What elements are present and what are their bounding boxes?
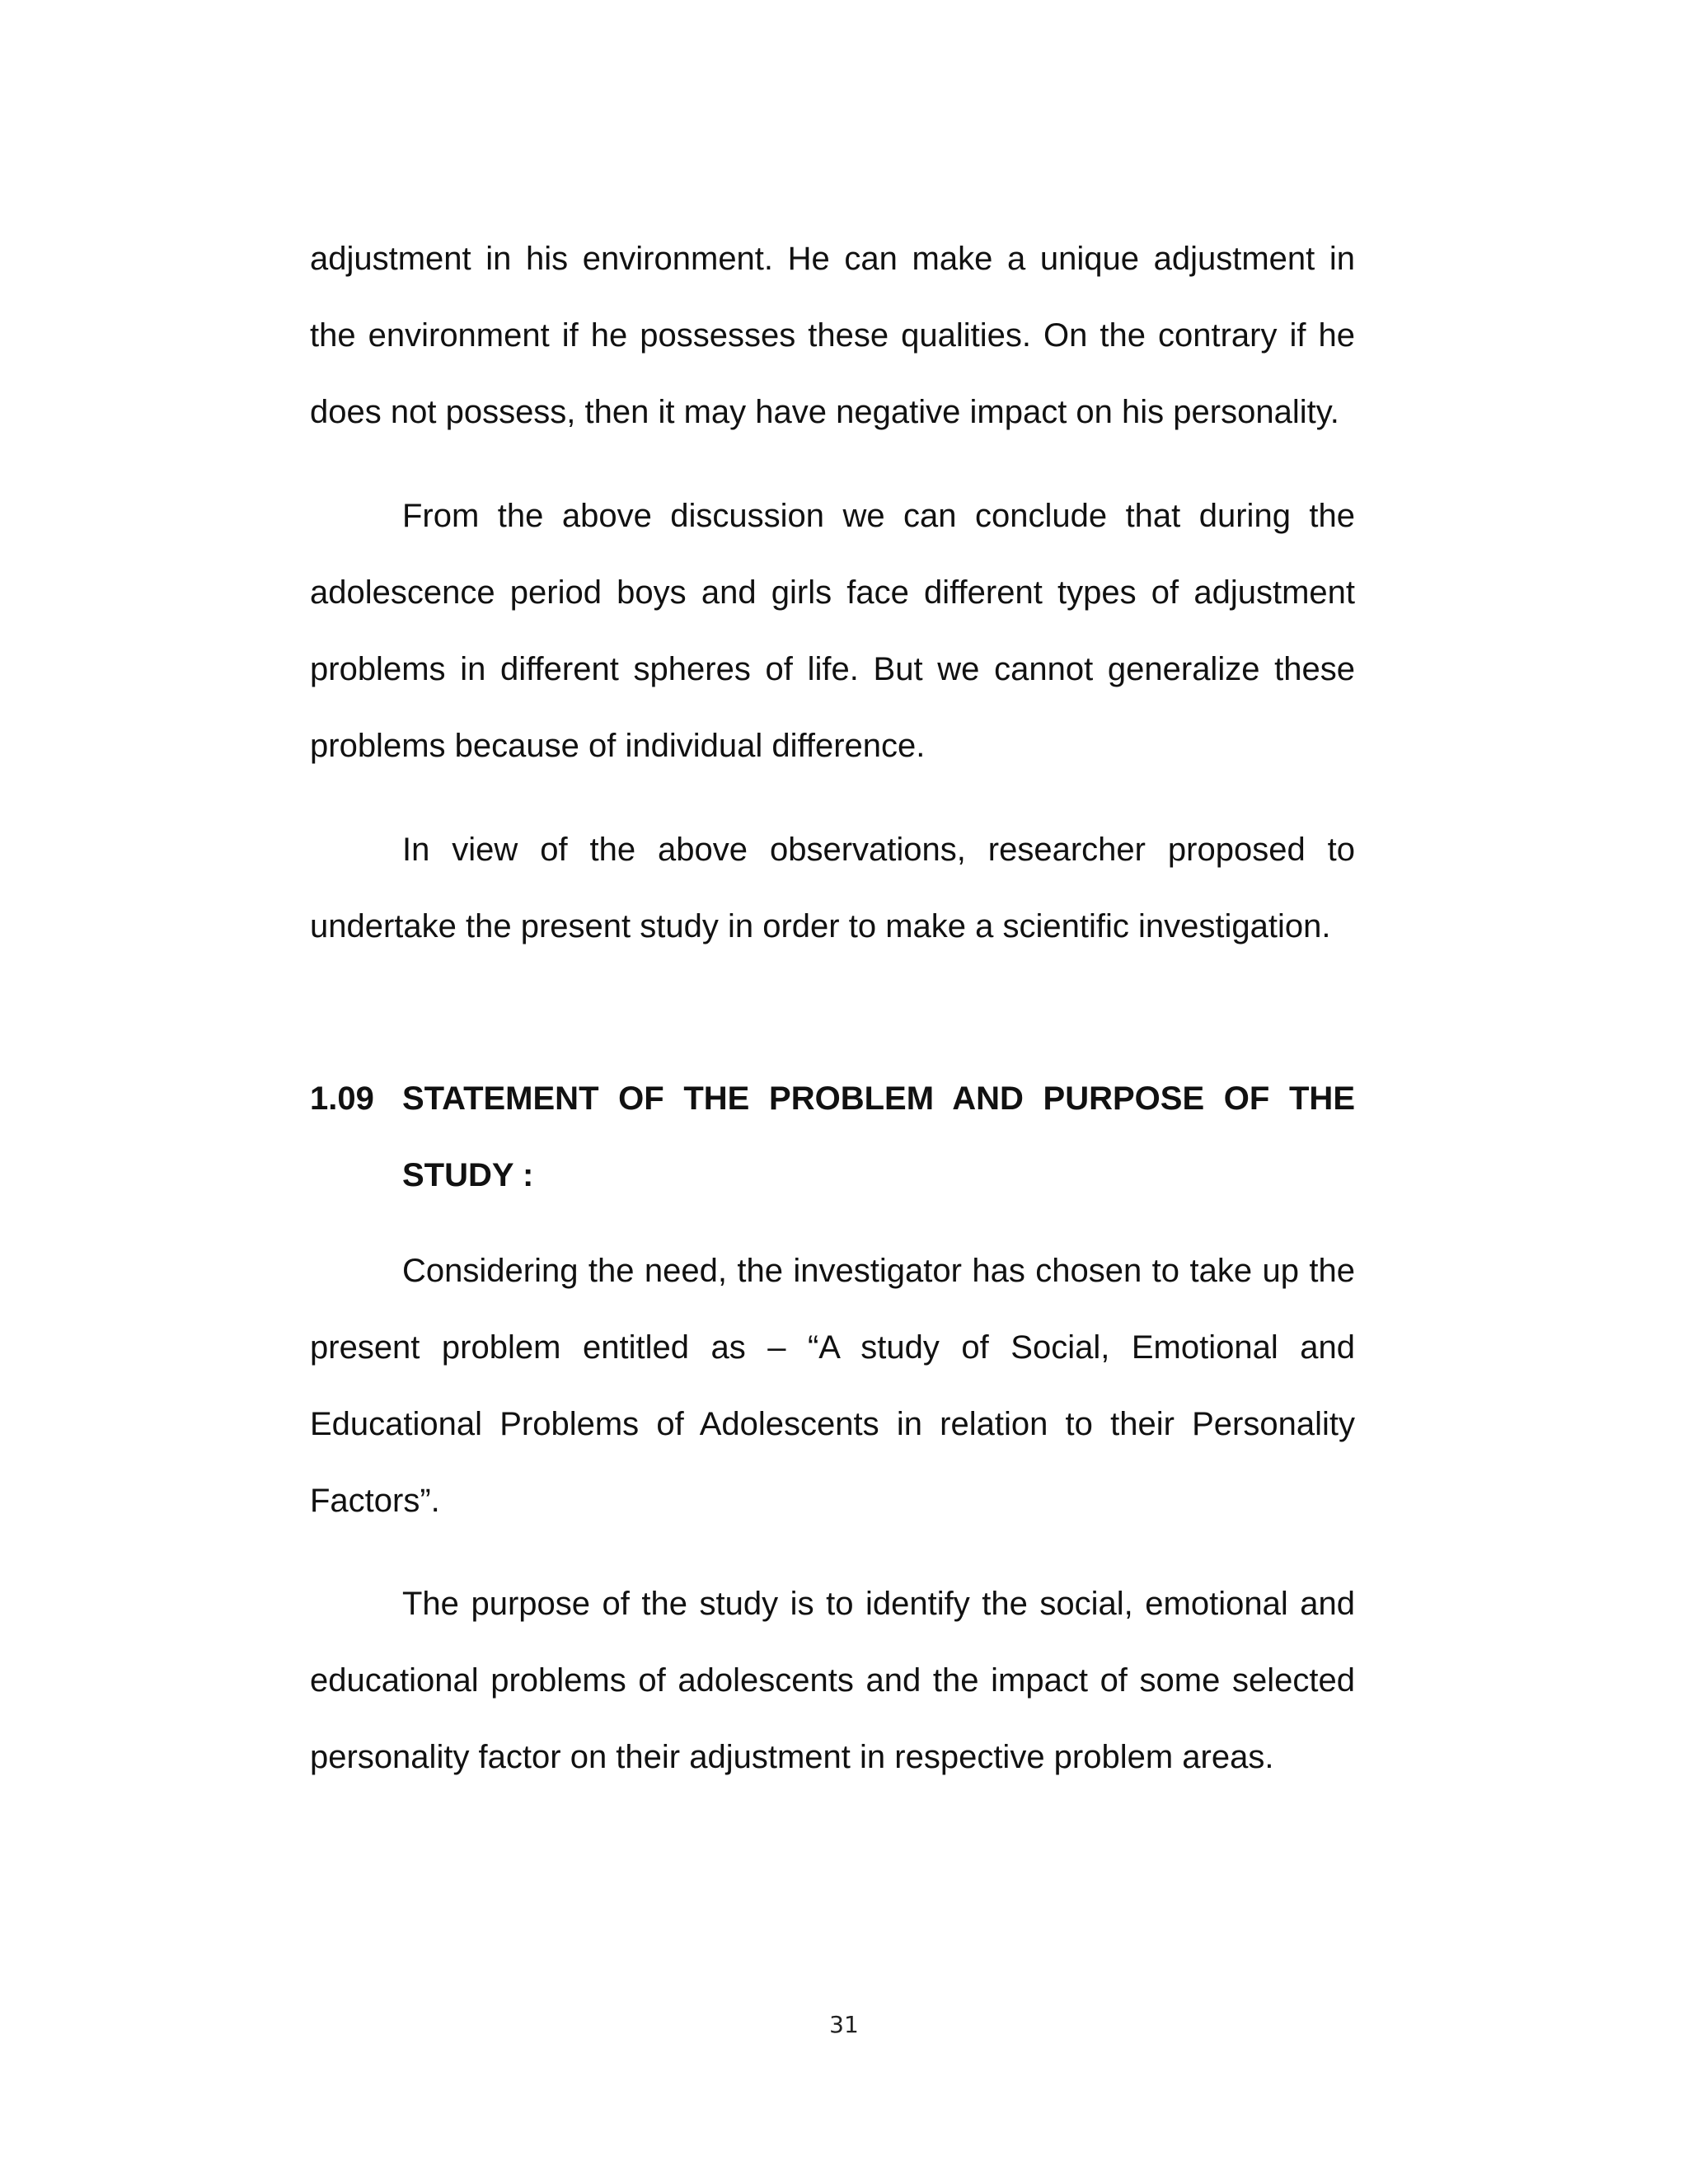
paragraph-adjustment-environment: adjustment in his environment. He can make a unique adjustment in the environment if he possesses these qualities. On the contrary if he does not possess, then it may have negative impact on his personality.	[310, 241, 1355, 430]
paragraph-problem-statement: Considering the need, the investigator has chosen to take up the present problem entitled as – “A study of Social, Emotional and Educational Problems of Adolescents in relation to their Personality Factors”.	[310, 1253, 1355, 1519]
section-title	[402, 1061, 1355, 1214]
paragraph-discussion-conclusion: From the above discussion we can conclude that during the adolescence period boys and girls face different types of adjustment problems in different spheres of life. But we cannot generalize these problems because of individual difference.	[310, 498, 1355, 764]
paragraph-research-proposal: In view of the above observations, researcher proposed to undertake the present study in order to make a scientific investigation.	[310, 832, 1355, 944]
section-title-line-2: STUDY :	[402, 1157, 534, 1193]
section-number: 1.09	[310, 1080, 374, 1117]
paragraph-study-purpose: The purpose of the study is to identify the social, emotional and educational problems of adolescents and the impact of some selected personality factor on their adjustment in respective problem areas.	[310, 1586, 1355, 1775]
page-number: 31	[829, 2011, 859, 2038]
section-title-line-1: STATEMENT OF THE PROBLEM AND PURPOSE OF THE	[402, 1080, 1355, 1117]
